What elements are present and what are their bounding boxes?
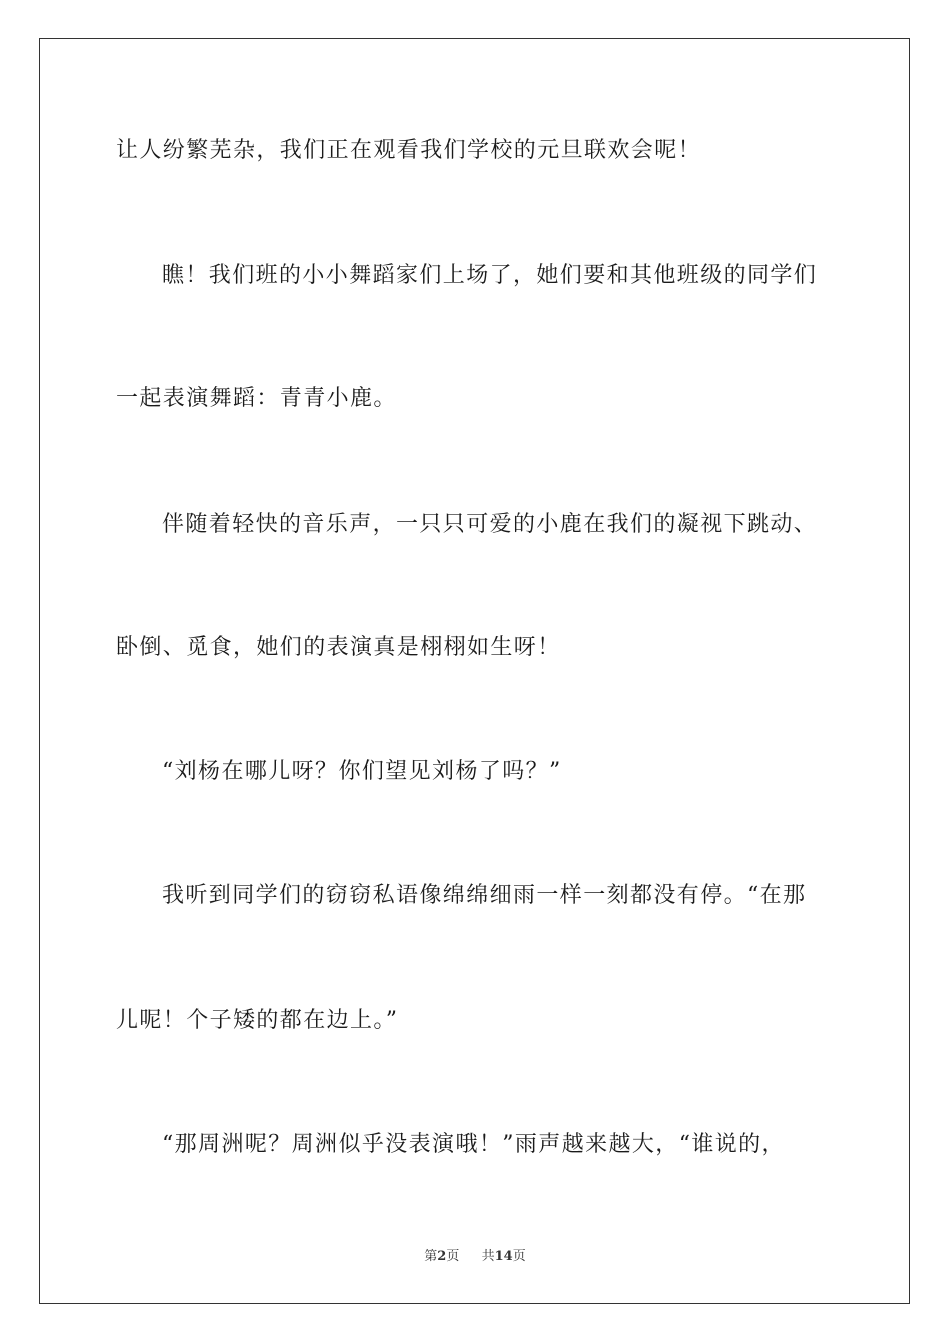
total-prefix: 共 bbox=[481, 1249, 495, 1264]
page-total-value: 14 bbox=[494, 1249, 513, 1264]
page-footer bbox=[0, 1245, 950, 1264]
paragraph-line: 一起表演舞蹈：青青小鹿。 bbox=[116, 386, 397, 411]
page-prefix: 第 bbox=[424, 1249, 438, 1264]
paragraph-line: 瞧！我们班的小小舞蹈家们上场了，她们要和其他班级的同学们 bbox=[162, 263, 818, 288]
page-total bbox=[482, 1245, 526, 1264]
page-current: 2 bbox=[437, 1249, 447, 1264]
paragraph-line: 让人纷繁芜杂，我们正在观看我们学校的元旦联欢会呢！ bbox=[116, 138, 702, 163]
page-suffix: 页 bbox=[446, 1249, 460, 1264]
paragraph-line: 卧倒、觅食，她们的表演真是栩栩如生呀！ bbox=[116, 635, 561, 660]
page-border bbox=[39, 38, 910, 1304]
paragraph-line: 儿呢！个子矮的都在边上。” bbox=[116, 1008, 399, 1033]
total-suffix: 页 bbox=[512, 1249, 526, 1264]
page-number bbox=[424, 1245, 459, 1264]
paragraph-line: 伴随着轻快的音乐声，一只只可爱的小鹿在我们的凝视下跳动、 bbox=[162, 512, 818, 537]
paragraph-line: “刘杨在哪儿呀？你们望见刘杨了吗？” bbox=[162, 759, 562, 784]
paragraph-line: 我听到同学们的窃窃私语像绵绵细雨一样一刻都没有停。“在那 bbox=[162, 883, 807, 908]
paragraph-line: “那周洲呢？周洲似乎没表演哦！”雨声越来越大，“谁说的， bbox=[162, 1132, 785, 1157]
